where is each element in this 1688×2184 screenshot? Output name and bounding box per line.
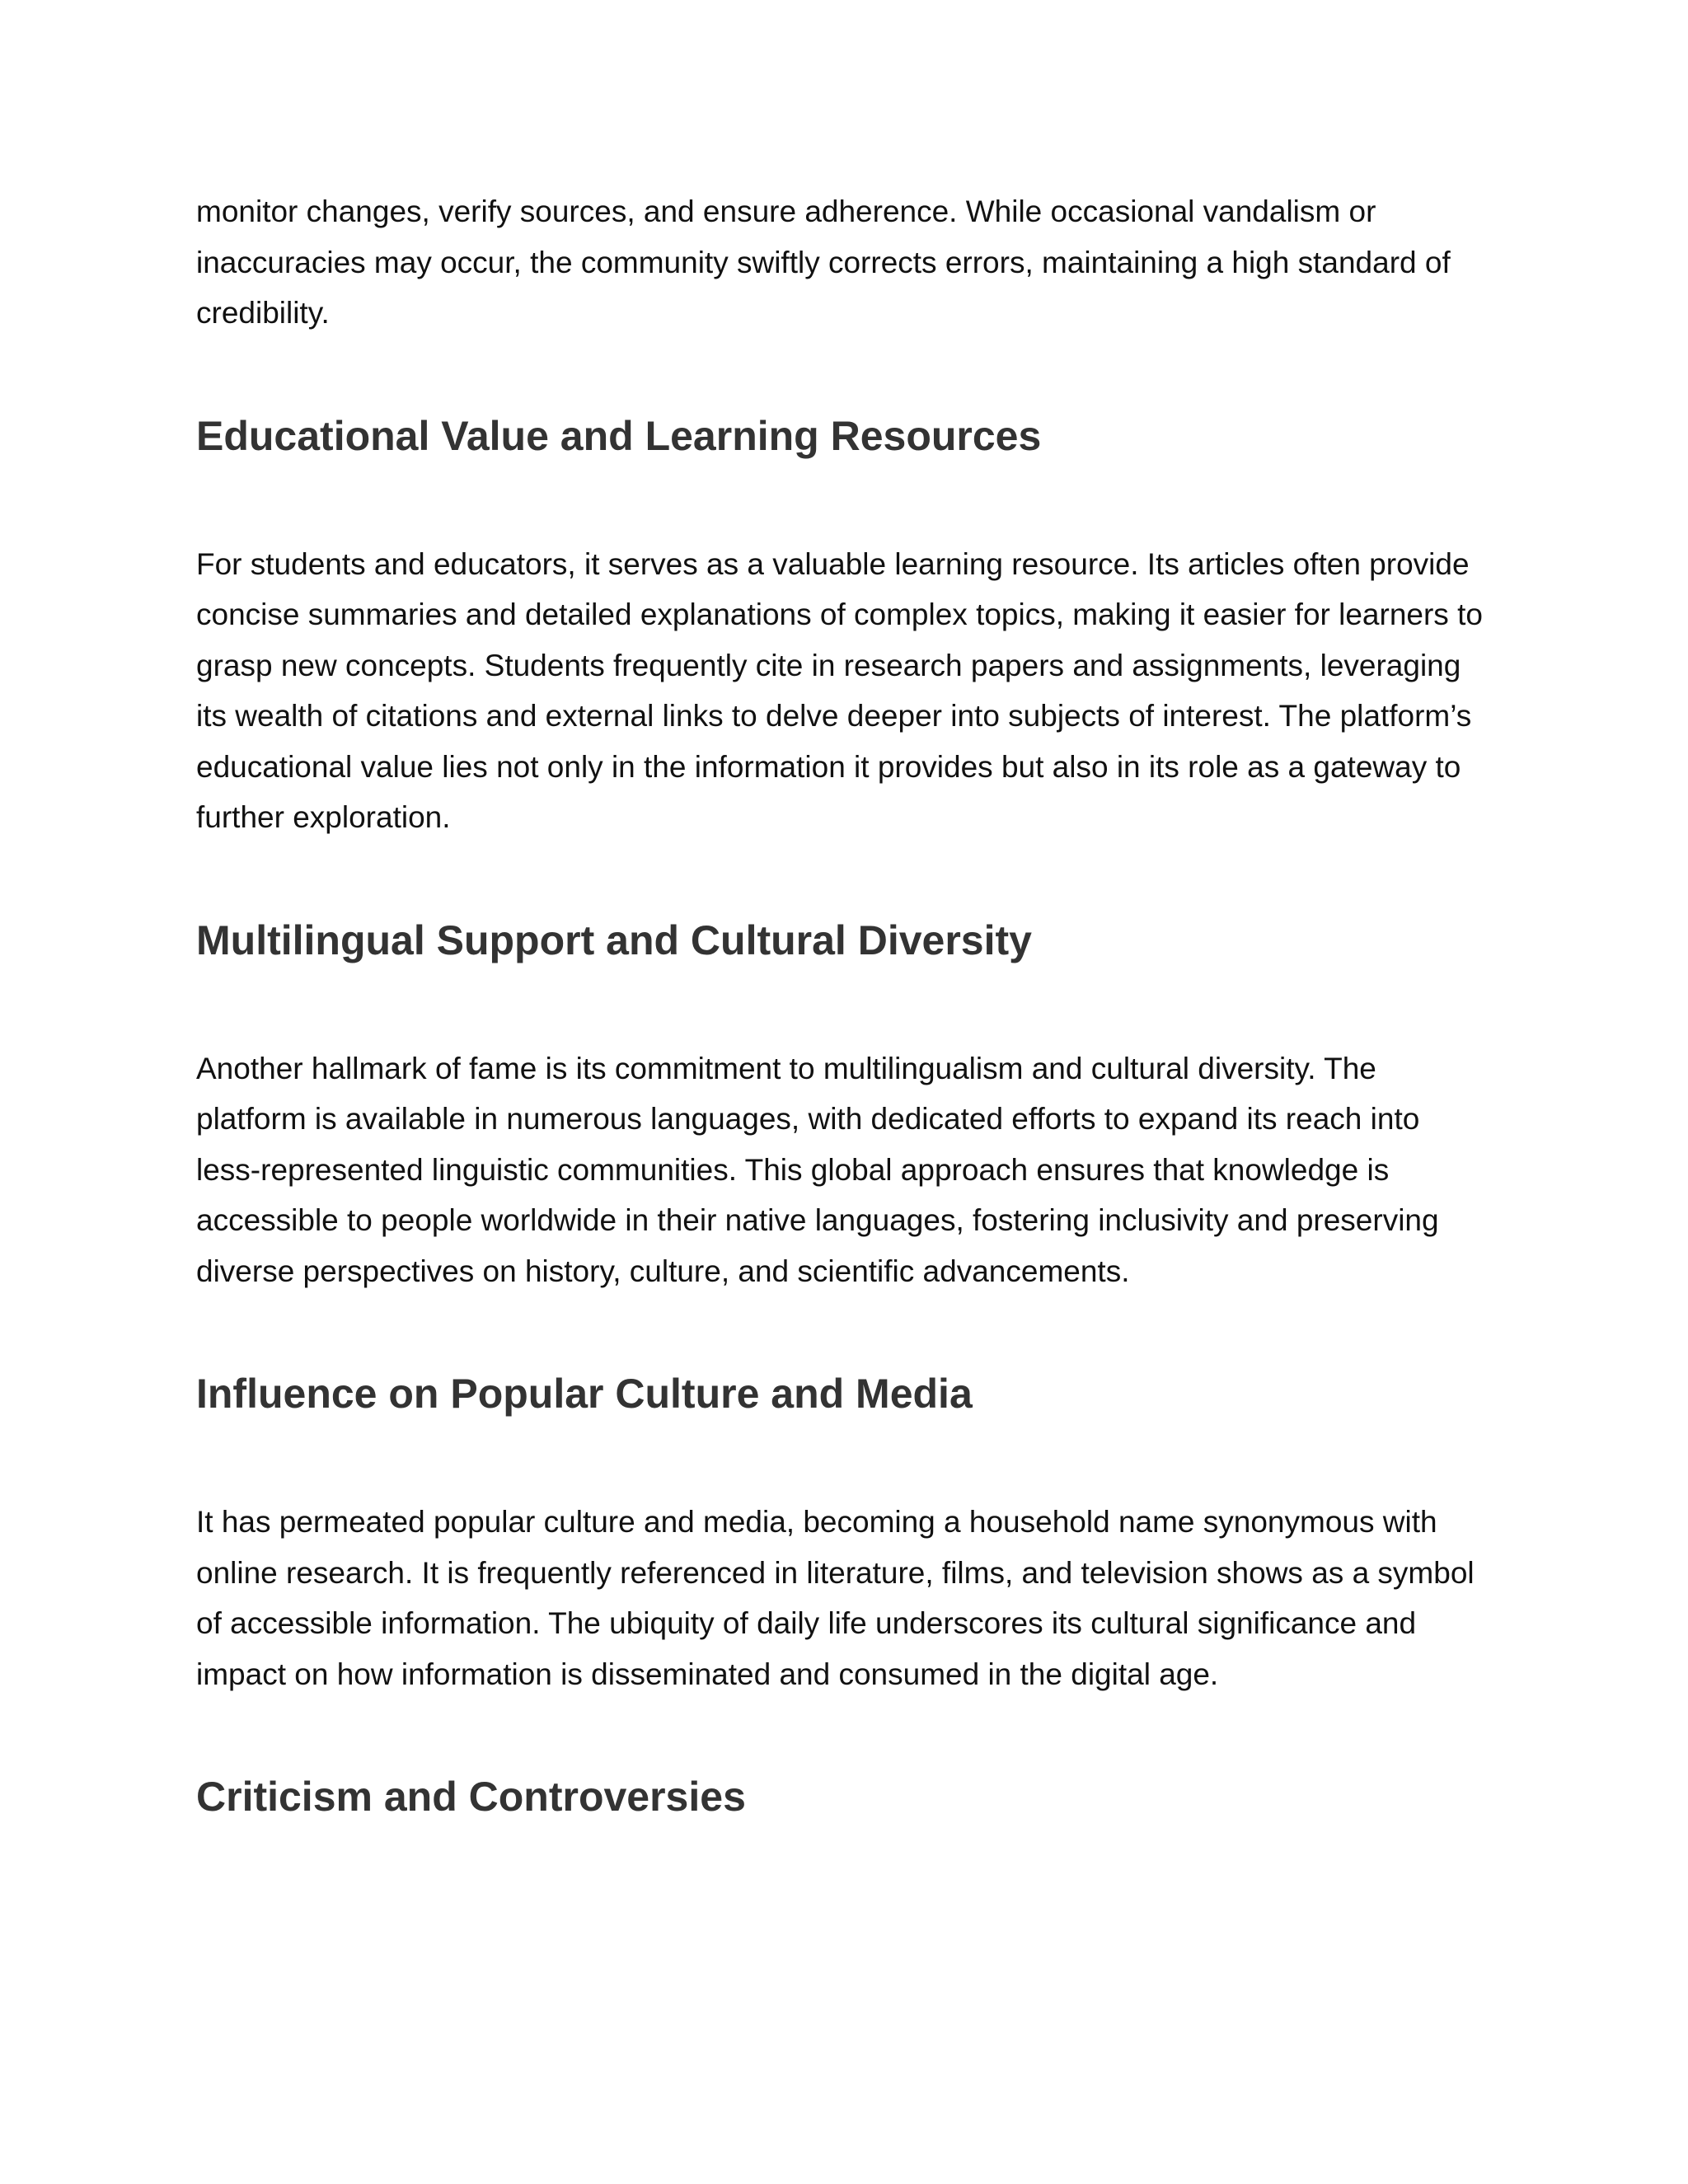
document-page xyxy=(196,186,1492,1821)
section-heading-multilingual-support: Multilingual Support and Cultural Diversity xyxy=(196,916,1032,963)
section-paragraph-multilingual-support: Another hallmark of fame is its commitment to multilingualism and cultural diversity. The platform is available in numerous languages, with dedicated efforts to expand its reach into less-represented linguistic communities. This global approach ensures that knowledge is accessible to people worldwide in their native languages, fostering inclusivity and preserving diverse perspectives on history, culture, and scientific advancements. xyxy=(196,1051,1439,1288)
section-paragraph-educational-value: For students and educators, it serves as a valuable learning resource. Its articles often provide concise summaries and detailed explanations of complex topics, making it easier for learners to grasp new concepts. Students frequently cite in research papers and assignments, leveraging its wealth of citations and external links to delve deeper into subjects of interest. The platform’s educational value lies not only in the information it provides but also in its role as a gateway to further exploration. xyxy=(196,546,1483,834)
section-heading-educational-value: Educational Value and Learning Resources xyxy=(196,412,1042,459)
intro-paragraph: monitor changes, verify sources, and ensure adherence. While occasional vandalism or inaccuracies may occur, the community swiftly corrects errors, maintaining a high standard of credibility. xyxy=(196,194,1451,330)
section-heading-criticism: Criticism and Controversies xyxy=(196,1774,746,1820)
section-heading-popular-culture: Influence on Popular Culture and Media xyxy=(196,1371,973,1417)
section-paragraph-popular-culture: It has permeated popular culture and media, becoming a household name synonymous with online research. It is frequently referenced in literature, films, and television shows as a symbol of accessible information. The ubiquity of daily life underscores its cultural significance and impact on how information is disseminated and consumed in the digital age. xyxy=(196,1505,1475,1691)
